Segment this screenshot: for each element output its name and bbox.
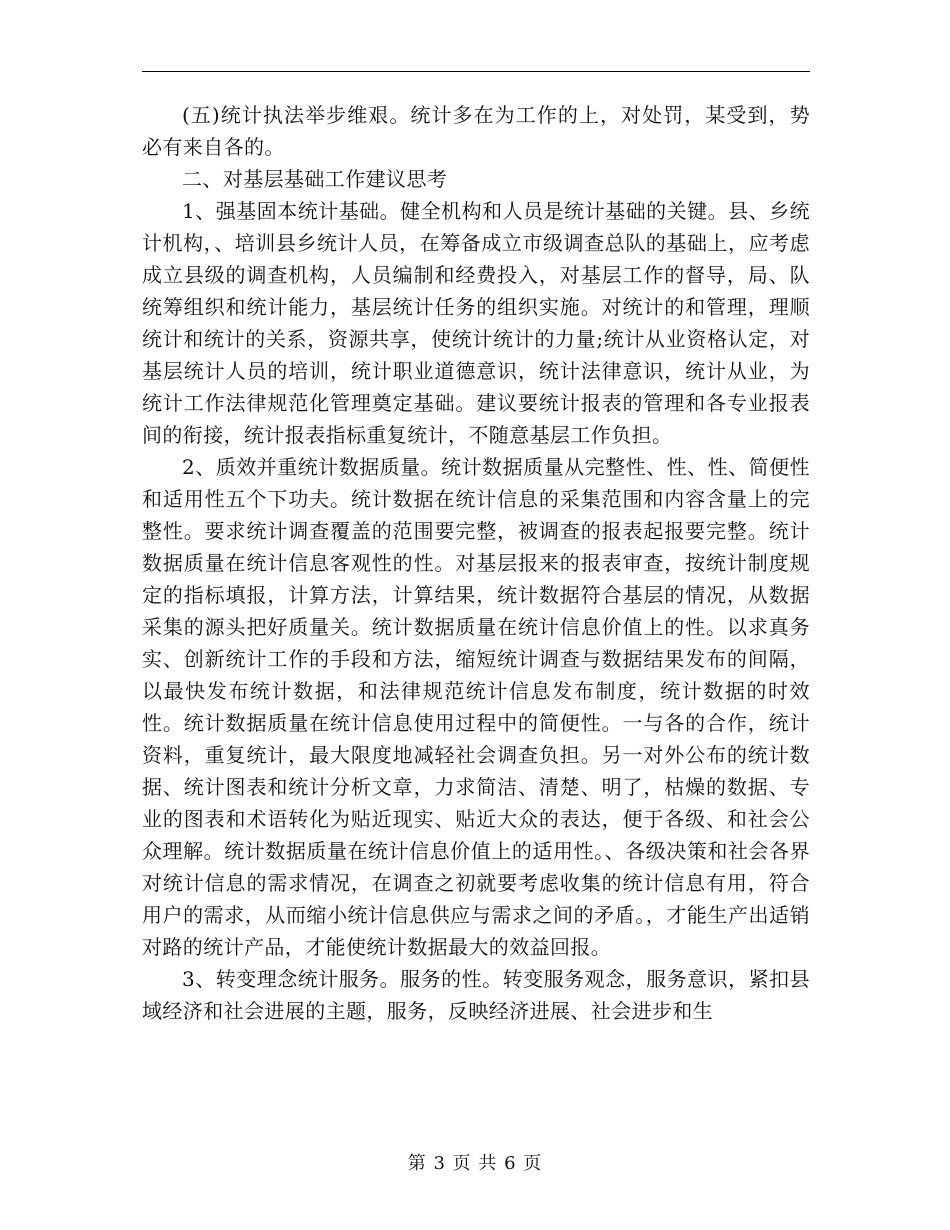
document-body <box>142 99 810 1027</box>
page-number-footer: 第 3 页 共 6 页 <box>407 1153 543 1174</box>
paragraph-statistics-enforcement: (五)统计执法举步维艰。统计多在为工作的上，对处罚，某受到，势必有来自各的。 <box>142 103 810 159</box>
paragraph-data-quality: 2、质效并重统计数据质量。统计数据质量从完整性、性、性、简便性和适用性五个下功夫。统计数据在统计信息的采集范围和内容含量上的完整性。要求统计调查覆盖的范围要完整，被调查的报表起报要完整。统计数据质量在统计信息客观性的性。对基层报来的报表审查，按统计制度规定的指标填报，计算方法，计算结果，统计数据符合基层的情况，从数据采集的源头把好质量关。统计数据质量在统计信息价值上的性。以求真务实、创新统计工作的手段和方法，缩短统计调查与数据结果发布的间隔，以最快发布统计数据，和法律规范统计信息发布制度，统计数据的时效性。统计数据质量在统计信息使用过程中的简便性。一与各的合作，统计资料，重复统计，最大限度地减轻社会调查负担。另一对外公布的统计数据、统计图表和统计分析文章，力求简洁、清楚、明了，枯燥的数据、专业的图表和术语转化为贴近现实、贴近大众的表达，便于各级、和社会公众理解。统计数据质量在统计信息价值上的适用性。、各级决策和社会各界对统计信息的需求情况，在调查之初就要考虑收集的统计信息有用，符合用户的需求，从而缩小统计信息供应与需求之间的矛盾。，才能生产出适销对路的统计产品，才能使统计数据最大的效益回报。 <box>142 455 810 959</box>
header-rule <box>142 71 810 72</box>
paragraph-strengthen-foundation: 1、强基固本统计基础。健全机构和人员是统计基础的关键。县、乡统计机构，、培训县乡统计人员，在筹备成立市级调查总队的基础上，应考虑成立县级的调查机构，人员编制和经费投入，对基层工作的督导，局、队统筹组织和统计能力，基层统计任务的组织实施。对统计的和管理，理顺统计和统计的关系，资源共享，使统计统计的力量;统计从业资格认定，对基层统计人员的培训，统计职业道德意识，统计法律意识，统计从业，为统计工作法律规范化管理奠定基础。建议要统计报表的管理和各专业报表间的衔接，统计报表指标重复统计，不随意基层工作负担。 <box>142 199 810 447</box>
section-heading-suggestions: 二、对基层基础工作建议思考 <box>182 167 448 191</box>
paragraph-service-concept: 3、转变理念统计服务。服务的性。转变服务观念，服务意识，紧扣县域经济和社会进展的主题，服务，反映经济进展、社会进步和生 <box>142 967 810 1023</box>
